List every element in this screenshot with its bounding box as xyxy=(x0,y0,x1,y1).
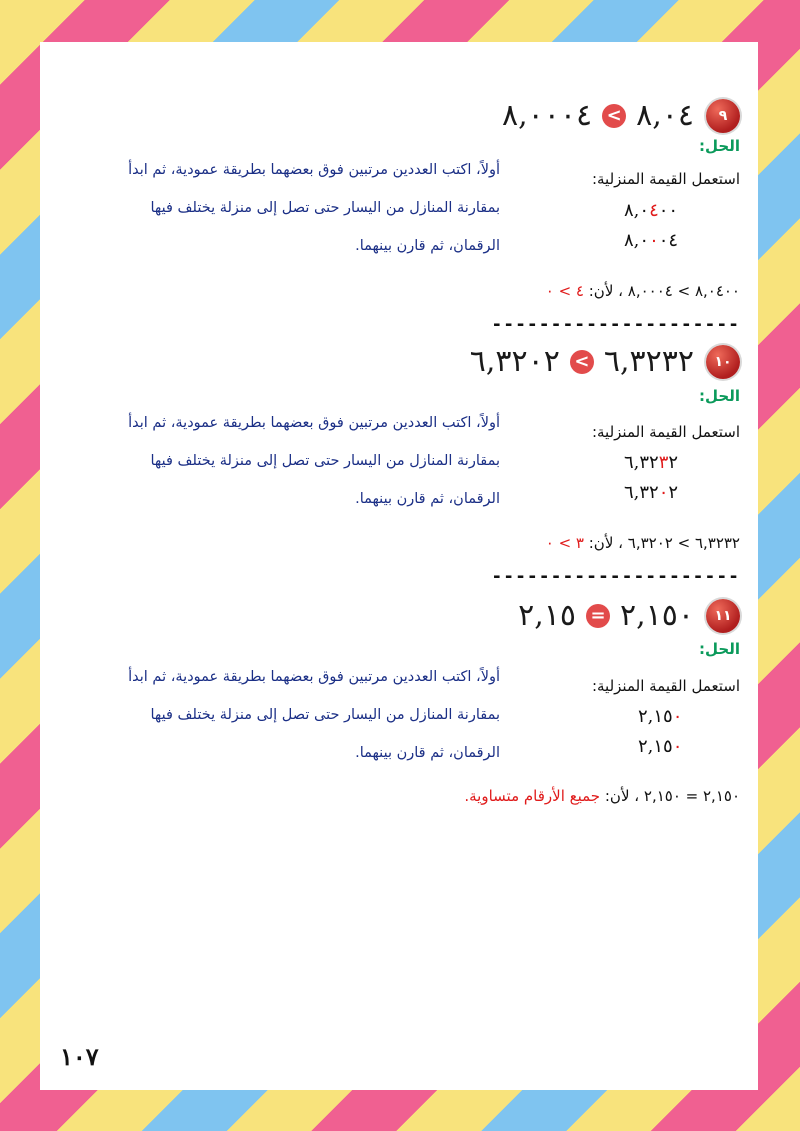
dashed-separator: --------------------- xyxy=(491,566,740,587)
problem-number-badge: ١٠ xyxy=(706,345,740,379)
place-value-row: ٨,٠٠٠٤ xyxy=(624,230,679,251)
instruction-line: أولاً، اكتب العددين مرتبين فوق بعضهما بطريقة عمودية، ثم ابدأ xyxy=(128,669,500,685)
place-value-row: ٢,١٥٠ xyxy=(638,736,683,757)
worksheet-page xyxy=(40,42,758,1090)
problem-number-badge: ١١ xyxy=(706,599,740,633)
reason-text: ٤ > ٠ xyxy=(545,282,584,300)
problem-heading xyxy=(470,344,740,379)
solution-label: الحل: xyxy=(699,640,740,658)
solution-label: الحل: xyxy=(699,137,740,155)
instruction-text xyxy=(70,658,500,772)
place-value-row: ٦,٣٢٣٢ xyxy=(624,452,679,473)
dashed-separator: --------------------- xyxy=(491,314,740,335)
place-value-label: استعمل القيمة المنزلية: xyxy=(591,170,740,188)
place-value-row: ٦,٣٢٠٢ xyxy=(624,482,679,503)
instruction-line: بمقارنة المنازل من اليسار حتى تصل إلى منزلة يختلف فيها xyxy=(150,707,500,723)
problem-heading xyxy=(502,98,740,133)
right-number: ٨,٠٤ xyxy=(636,98,694,133)
right-number: ٢,١٥٠ xyxy=(620,598,694,633)
conclusion-text: ٢,١٥٠ = ٢,١٥٠ ، لأن: xyxy=(604,787,740,805)
right-number: ٦,٣٢٣٢ xyxy=(603,344,694,379)
instruction-line: الرقمان، ثم قارن بينهما. xyxy=(355,238,500,254)
instruction-text xyxy=(70,404,500,518)
comparison-result xyxy=(464,787,740,805)
place-value-label: استعمل القيمة المنزلية: xyxy=(591,677,740,695)
left-number: ٦,٣٢٠٢ xyxy=(469,344,560,379)
problem-number-badge: ٩ xyxy=(706,99,740,133)
solution-label: الحل: xyxy=(699,387,740,405)
place-value-label: استعمل القيمة المنزلية: xyxy=(591,423,740,441)
comparison-operator: < xyxy=(602,104,626,128)
instruction-line: الرقمان، ثم قارن بينهما. xyxy=(355,491,500,507)
comparison-operator: = xyxy=(586,604,610,628)
conclusion-text: ٨,٠٤٠٠ > ٨,٠٠٠٤ ، لأن: xyxy=(588,282,740,300)
left-number: ٢,١٥ xyxy=(518,598,576,633)
reason-text: جميع الأرقام متساوية. xyxy=(464,787,601,805)
place-value-row: ٢,١٥٠ xyxy=(638,706,683,727)
reason-text: ٣ > ٠ xyxy=(545,534,584,552)
comparison-result xyxy=(546,534,740,552)
instruction-line: بمقارنة المنازل من اليسار حتى تصل إلى منزلة يختلف فيها xyxy=(150,453,500,469)
left-number: ٨,٠٠٠٤ xyxy=(502,98,593,133)
instruction-text xyxy=(70,151,500,265)
comparison-operator: < xyxy=(570,350,594,374)
page-number: ١٠٧ xyxy=(60,1042,99,1071)
instruction-line: بمقارنة المنازل من اليسار حتى تصل إلى منزلة يختلف فيها xyxy=(150,200,500,216)
instruction-line: الرقمان، ثم قارن بينهما. xyxy=(355,745,500,761)
comparison-result xyxy=(546,282,740,300)
place-value-row: ٨,٠٤٠٠ xyxy=(624,200,679,221)
instruction-line: أولاً، اكتب العددين مرتبين فوق بعضهما بطريقة عمودية، ثم ابدأ xyxy=(128,162,500,178)
problem-heading xyxy=(518,598,740,633)
conclusion-text: ٦,٣٢٣٢ > ٦,٣٢٠٢ ، لأن: xyxy=(588,534,740,552)
instruction-line: أولاً، اكتب العددين مرتبين فوق بعضهما بطريقة عمودية، ثم ابدأ xyxy=(128,415,500,431)
